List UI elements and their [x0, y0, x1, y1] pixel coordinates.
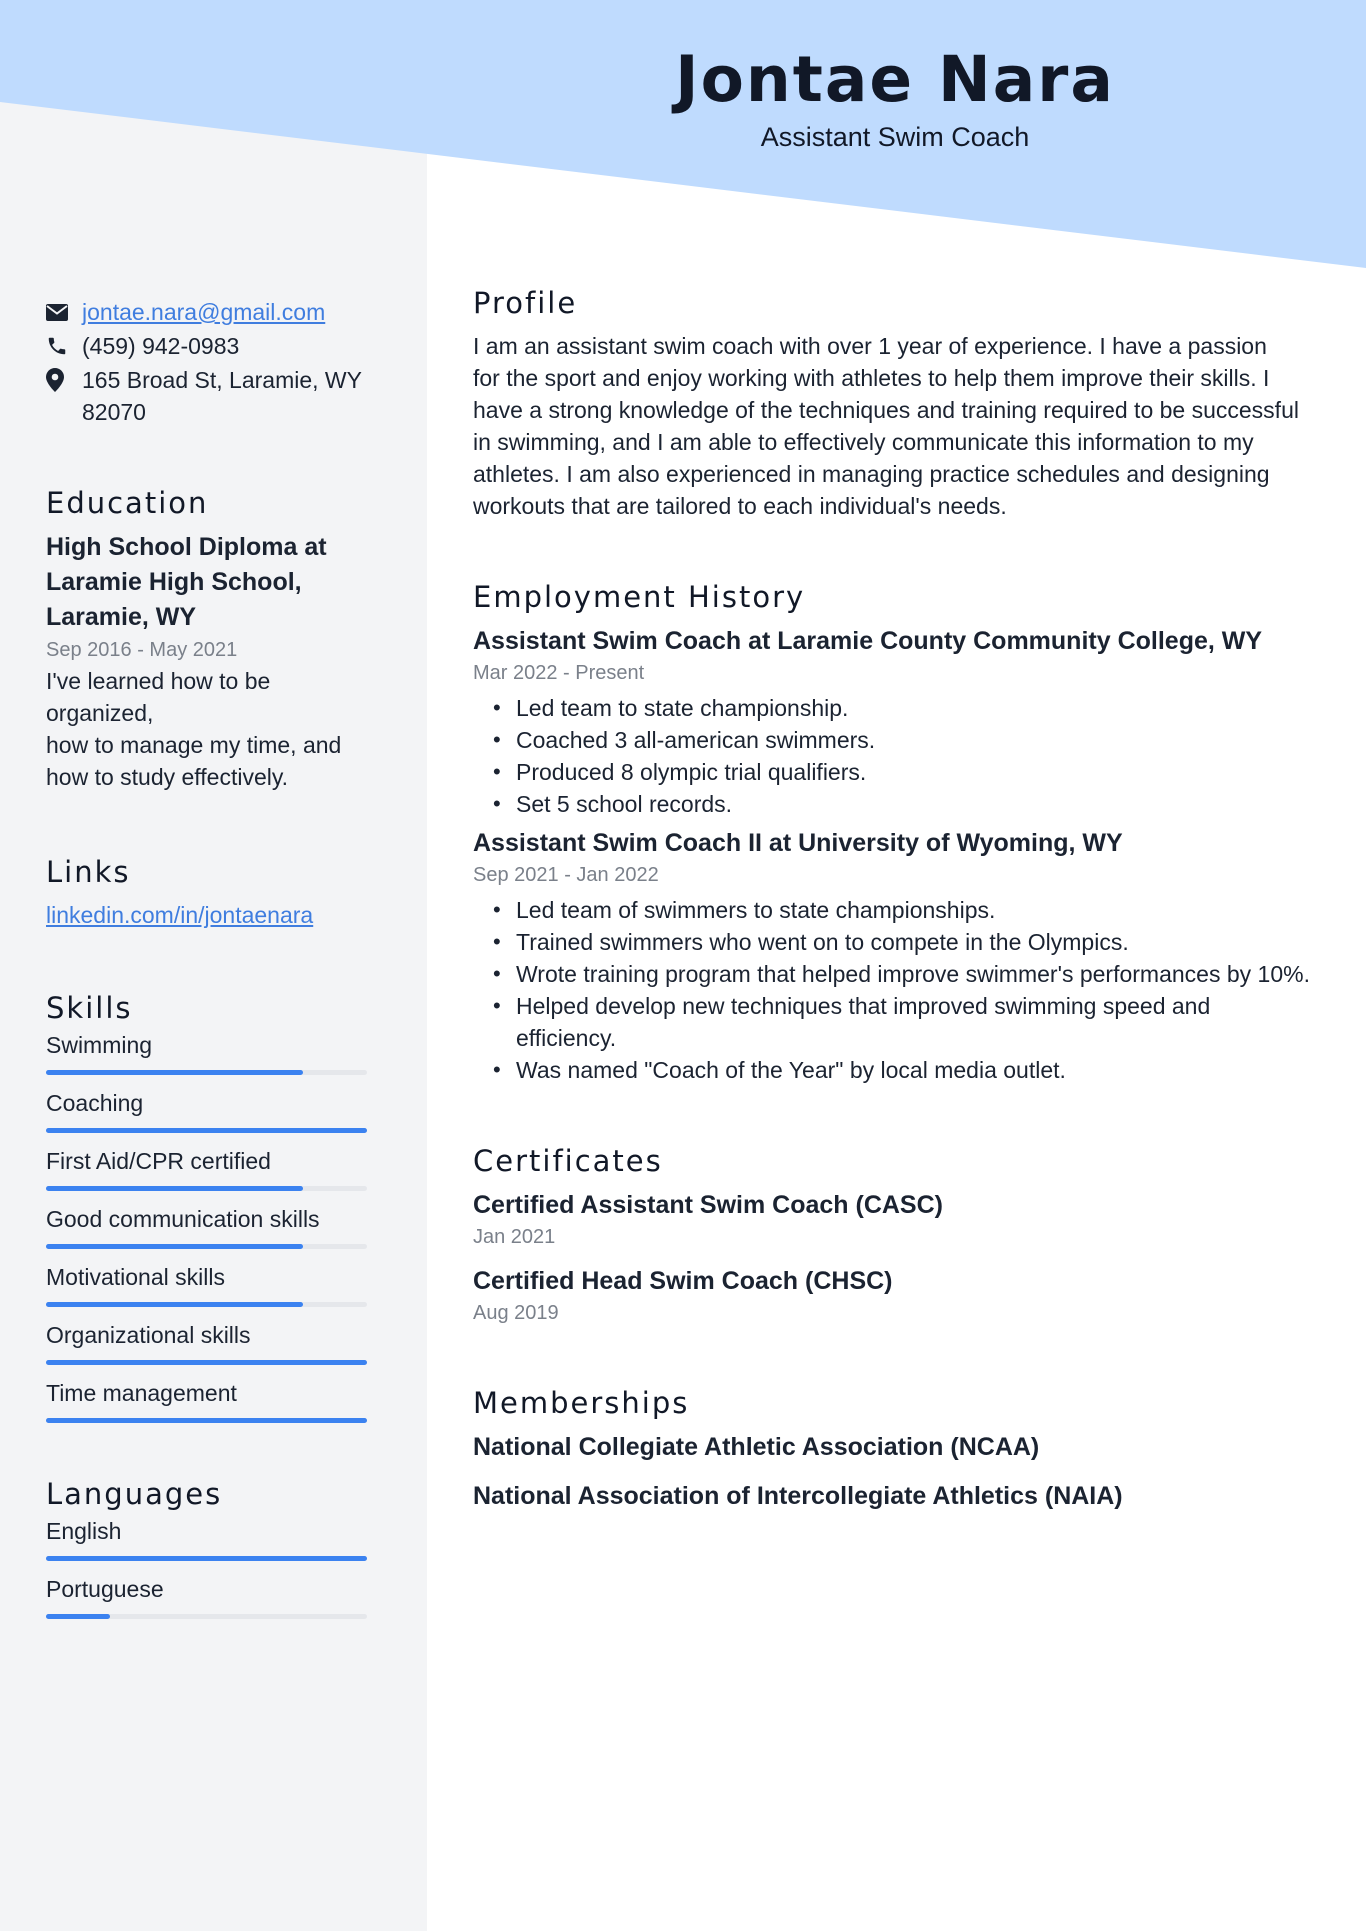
- education-degree-line-3: Laramie, WY: [46, 603, 197, 631]
- skill-item: [46, 1261, 381, 1307]
- profile-line: workouts that are tailored to each individual's needs.: [473, 493, 1007, 519]
- skill-bar: [46, 1418, 367, 1423]
- memberships-section: [473, 1386, 1328, 1513]
- certificate-entry: [473, 1188, 1328, 1252]
- job-bullet: • Coached 3 all-american swimmers.: [473, 724, 1328, 756]
- job-bullet: • Led team to state championship.: [473, 692, 1328, 724]
- education-desc-line-1: I've learned how to be organized,: [46, 668, 271, 726]
- skill-bar: [46, 1128, 367, 1133]
- memberships-heading: Memberships: [473, 1386, 690, 1420]
- certificate-name: Certified Head Swim Coach (CHSC): [473, 1267, 893, 1295]
- job-title: Assistant Swim Coach II at University of Wyoming, WY: [473, 829, 1123, 857]
- profile-section: [473, 286, 1328, 522]
- certificate-entry: [473, 1264, 1328, 1328]
- job-bullet: • Wrote training program that helped improve swimmer's performances by 10%.: [473, 958, 1328, 990]
- contact-address: [46, 364, 381, 428]
- candidate-name: Jontae Nara: [675, 43, 1115, 116]
- education-desc-line-3: how to study effectively.: [46, 764, 289, 790]
- education-dates: Sep 2016 - May 2021: [46, 639, 238, 661]
- education-degree-line-1: High School Diploma at: [46, 533, 327, 561]
- skill-name: Motivational skills: [46, 1264, 225, 1290]
- employment-heading: Employment History: [473, 580, 806, 614]
- education-section: [46, 486, 381, 793]
- phone-icon: [46, 330, 82, 362]
- skill-item: [46, 1029, 381, 1075]
- email-link[interactable]: jontae.nara@gmail.com: [82, 299, 326, 325]
- language-name: Portuguese: [46, 1576, 164, 1602]
- certificates-heading: Certificates: [473, 1144, 663, 1178]
- profile-heading: Profile: [473, 286, 578, 320]
- skill-bar-fill: [46, 1070, 303, 1075]
- job-bullet: • Was named "Coach of the Year" by local media outlet.: [473, 1054, 1328, 1086]
- job-entry: [473, 624, 1328, 820]
- map-pin-icon: [46, 364, 82, 396]
- job-bullet: • Led team of swimmers to state championships.: [473, 894, 1328, 926]
- job-bullets: [473, 692, 1328, 820]
- language-bar-fill: [46, 1556, 367, 1561]
- language-item: [46, 1573, 381, 1619]
- skill-name: Swimming: [46, 1032, 153, 1058]
- skill-bar-fill: [46, 1360, 367, 1365]
- job-title: Assistant Swim Coach at Laramie County Community College, WY: [473, 627, 1263, 655]
- candidate-title: Assistant Swim Coach: [760, 122, 1030, 152]
- envelope-icon: [46, 296, 82, 328]
- education-desc-line-2: how to manage my time, and: [46, 732, 342, 758]
- main-content: [473, 286, 1328, 1513]
- profile-line: I am an assistant swim coach with over 1 year of experience. I have a passion: [473, 333, 1267, 359]
- skill-bar-fill: [46, 1244, 303, 1249]
- sidebar: [46, 296, 381, 1631]
- job-dates: Mar 2022 - Present: [473, 662, 645, 684]
- job-bullet: • Helped develop new techniques that improved swimming speed and: [473, 990, 1328, 1022]
- skill-bar-fill: [46, 1418, 367, 1423]
- skill-item: [46, 1203, 381, 1249]
- certificate-name: Certified Assistant Swim Coach (CASC): [473, 1191, 943, 1219]
- profile-line: athletes. I am also experienced in managing practice schedules and designing: [473, 461, 1270, 487]
- education-heading: Education: [46, 486, 209, 520]
- languages-heading: Languages: [46, 1477, 223, 1511]
- skill-bar: [46, 1244, 367, 1249]
- header: [600, 40, 1190, 154]
- skill-bar: [46, 1070, 367, 1075]
- job-entry: [473, 826, 1328, 1086]
- skill-bar-fill: [46, 1128, 367, 1133]
- skill-name: Organizational skills: [46, 1322, 251, 1348]
- employment-section: [473, 580, 1328, 1086]
- linkedin-link[interactable]: linkedin.com/in/jontaenara: [46, 902, 314, 928]
- job-bullet: • Set 5 school records.: [473, 788, 1328, 820]
- language-bar-fill: [46, 1614, 110, 1619]
- job-bullet: • Trained swimmers who went on to compete in the Olympics.: [473, 926, 1328, 958]
- job-bullet-continuation: efficiency.: [516, 1025, 617, 1051]
- skill-name: Time management: [46, 1380, 237, 1406]
- membership-item: National Association of Intercollegiate Athletics (NAIA): [473, 1482, 1123, 1510]
- job-dates: Sep 2021 - Jan 2022: [473, 864, 659, 886]
- certificate-date: Aug 2019: [473, 1302, 559, 1324]
- languages-section: [46, 1477, 381, 1619]
- language-bar: [46, 1614, 367, 1619]
- skill-item: [46, 1145, 381, 1191]
- skill-bar: [46, 1302, 367, 1307]
- language-bar: [46, 1556, 367, 1561]
- certificates-section: [473, 1144, 1328, 1328]
- profile-line: have a strong knowledge of the techniques and training required to be successful: [473, 397, 1299, 423]
- skills-section: [46, 991, 381, 1423]
- skill-bar: [46, 1186, 367, 1191]
- address-line-2: 82070: [82, 399, 146, 425]
- education-degree-line-2: Laramie High School,: [46, 568, 302, 596]
- skill-bar-fill: [46, 1302, 303, 1307]
- skill-name: Coaching: [46, 1090, 144, 1116]
- skill-item: [46, 1319, 381, 1365]
- skill-bar: [46, 1360, 367, 1365]
- contact-phone: [46, 330, 381, 362]
- skill-item: [46, 1377, 381, 1423]
- skills-heading: Skills: [46, 991, 133, 1025]
- links-section: [46, 855, 381, 931]
- profile-line: for the sport and enjoy working with athletes to help them improve their skills. I: [473, 365, 1270, 391]
- job-bullets: [473, 894, 1328, 1086]
- contact-email: [46, 296, 381, 328]
- membership-item: National Collegiate Athletic Association (NCAA): [473, 1433, 1040, 1461]
- skill-bar-fill: [46, 1186, 303, 1191]
- skill-name: First Aid/CPR certified: [46, 1148, 271, 1174]
- skill-name: Good communication skills: [46, 1206, 320, 1232]
- links-heading: Links: [46, 855, 131, 889]
- job-bullet: • Produced 8 olympic trial qualifiers.: [473, 756, 1328, 788]
- skill-item: [46, 1087, 381, 1133]
- language-item: [46, 1515, 381, 1561]
- address-line-1: 165 Broad St, Laramie, WY: [82, 367, 362, 393]
- certificate-date: Jan 2021: [473, 1226, 556, 1248]
- profile-line: in swimming, and I am able to effectively communicate this information to my: [473, 429, 1254, 455]
- contact-section: [46, 296, 381, 428]
- language-name: English: [46, 1518, 122, 1544]
- phone-number: (459) 942-0983: [82, 333, 240, 359]
